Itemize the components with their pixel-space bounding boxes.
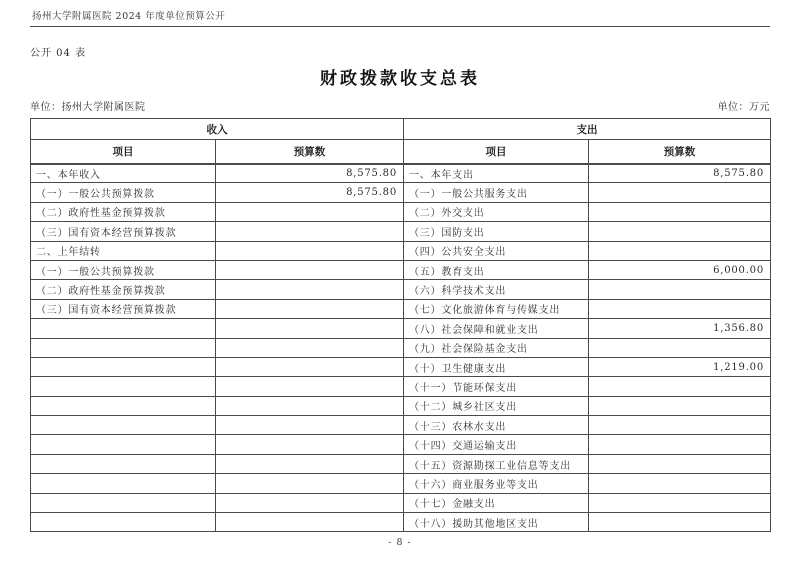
- page-number: - 8 -: [388, 537, 412, 548]
- table-row: [31, 241, 771, 260]
- income-budget-cell: [216, 260, 404, 279]
- income-item-cell: [31, 416, 216, 435]
- income-budget-cell: [216, 338, 404, 357]
- income-budget-cell: [216, 416, 404, 435]
- table-row: [31, 474, 771, 493]
- income-item-column-header: 项目: [31, 140, 216, 164]
- income-section-header: 收入: [31, 119, 404, 140]
- income-budget-cell: 8,575.80: [216, 183, 404, 202]
- income-item-cell: [31, 513, 216, 532]
- unit-currency-label: 单位：万元: [717, 102, 770, 113]
- income-budget-cell: [216, 241, 404, 260]
- expense-budget-cell: [589, 241, 771, 260]
- table-row: [31, 164, 771, 183]
- table-row: [31, 338, 771, 357]
- income-budget-cell: [216, 454, 404, 473]
- expense-item-column-header: 项目: [404, 140, 589, 164]
- expense-budget-cell: [589, 396, 771, 415]
- income-item-cell: （二）政府性基金预算拨款: [31, 280, 216, 299]
- expense-item-cell: （二）外交支出: [404, 202, 589, 221]
- expense-budget-cell: [589, 183, 771, 202]
- income-item-cell: （三）国有资本经营预算拨款: [31, 299, 216, 318]
- table-row: [31, 435, 771, 454]
- expense-item-cell: （十五）资源勘探工业信息等支出: [404, 454, 589, 473]
- expense-item-cell: （十三）农林水支出: [404, 416, 589, 435]
- income-item-cell: [31, 396, 216, 415]
- expense-budget-column-header: 预算数: [589, 140, 771, 164]
- expense-item-cell: 一、本年支出: [404, 164, 589, 183]
- income-budget-cell: [216, 474, 404, 493]
- expense-budget-cell: [589, 299, 771, 318]
- table-row: [31, 493, 771, 512]
- income-budget-cell: [216, 396, 404, 415]
- table-row: [31, 299, 771, 318]
- expense-item-cell: （六）科学技术支出: [404, 280, 589, 299]
- column-header-row: [31, 140, 771, 164]
- table-row: [31, 260, 771, 279]
- unit-row: [30, 98, 770, 113]
- income-item-cell: [31, 338, 216, 357]
- income-budget-cell: 8,575.80: [216, 164, 404, 183]
- expense-item-cell: （十七）金融支出: [404, 493, 589, 512]
- expense-budget-cell: [589, 416, 771, 435]
- income-budget-cell: [216, 357, 404, 376]
- expense-section-header: 支出: [404, 119, 771, 140]
- table-row: [31, 183, 771, 202]
- income-budget-cell: [216, 513, 404, 532]
- expense-item-cell: （十八）援助其他地区支出: [404, 513, 589, 532]
- income-budget-cell: [216, 299, 404, 318]
- table-row: [31, 513, 771, 532]
- income-budget-cell: [216, 280, 404, 299]
- income-budget-cell: [216, 377, 404, 396]
- expense-budget-cell: 1,356.80: [589, 319, 771, 338]
- expense-item-cell: （九）社会保险基金支出: [404, 338, 589, 357]
- income-item-cell: 一、本年收入: [31, 164, 216, 183]
- expense-budget-cell: 6,000.00: [589, 260, 771, 279]
- table-row: [31, 357, 771, 376]
- expense-item-cell: （八）社会保障和就业支出: [404, 319, 589, 338]
- expense-item-cell: （十四）交通运输支出: [404, 435, 589, 454]
- table-row: [31, 280, 771, 299]
- budget-table: [30, 118, 771, 532]
- document-header-text: 扬州大学附属医院 2024 年度单位预算公开: [32, 11, 226, 22]
- income-budget-cell: [216, 222, 404, 241]
- expense-item-cell: （四）公共安全支出: [404, 241, 589, 260]
- income-item-cell: [31, 474, 216, 493]
- expense-budget-cell: [589, 377, 771, 396]
- income-item-cell: [31, 319, 216, 338]
- table-row: [31, 416, 771, 435]
- expense-budget-cell: [589, 435, 771, 454]
- expense-item-cell: （三）国防支出: [404, 222, 589, 241]
- income-item-cell: （一）一般公共预算拨款: [31, 260, 216, 279]
- income-budget-cell: [216, 319, 404, 338]
- expense-item-cell: （七）文化旅游体育与传媒支出: [404, 299, 589, 318]
- table-row: [31, 202, 771, 221]
- expense-budget-cell: [589, 338, 771, 357]
- income-item-cell: [31, 454, 216, 473]
- table-row: [31, 396, 771, 415]
- expense-item-cell: （一）一般公共服务支出: [404, 183, 589, 202]
- income-item-cell: 二、上年结转: [31, 241, 216, 260]
- income-item-cell: [31, 377, 216, 396]
- expense-budget-cell: 1,219.00: [589, 357, 771, 376]
- income-item-cell: [31, 435, 216, 454]
- income-item-cell: [31, 357, 216, 376]
- income-item-cell: （一）一般公共预算拨款: [31, 183, 216, 202]
- expense-budget-cell: [589, 493, 771, 512]
- form-number-label: 公开 04 表: [30, 48, 87, 59]
- expense-item-cell: （十一）节能环保支出: [404, 377, 589, 396]
- expense-budget-cell: [589, 222, 771, 241]
- expense-item-cell: （十二）城乡社区支出: [404, 396, 589, 415]
- income-budget-column-header: 预算数: [216, 140, 404, 164]
- table-row: [31, 454, 771, 473]
- income-budget-cell: [216, 435, 404, 454]
- table-row: [31, 222, 771, 241]
- income-item-cell: （二）政府性基金预算拨款: [31, 202, 216, 221]
- expense-budget-cell: [589, 474, 771, 493]
- page-title: 财政拨款收支总表: [320, 69, 480, 89]
- income-budget-cell: [216, 202, 404, 221]
- expense-budget-cell: [589, 202, 771, 221]
- table-row: [31, 377, 771, 396]
- income-budget-cell: [216, 493, 404, 512]
- table-row: [31, 319, 771, 338]
- expense-budget-cell: 8,575.80: [589, 164, 771, 183]
- section-header-row: [31, 119, 771, 140]
- income-item-cell: [31, 493, 216, 512]
- income-item-cell: （三）国有资本经营预算拨款: [31, 222, 216, 241]
- document-header: [30, 0, 770, 27]
- expense-item-cell: （五）教育支出: [404, 260, 589, 279]
- expense-budget-cell: [589, 513, 771, 532]
- expense-item-cell: （十六）商业服务业等支出: [404, 474, 589, 493]
- expense-budget-cell: [589, 454, 771, 473]
- expense-item-cell: （十）卫生健康支出: [404, 357, 589, 376]
- unit-name-label: 单位：扬州大学附属医院: [30, 102, 146, 113]
- expense-budget-cell: [589, 280, 771, 299]
